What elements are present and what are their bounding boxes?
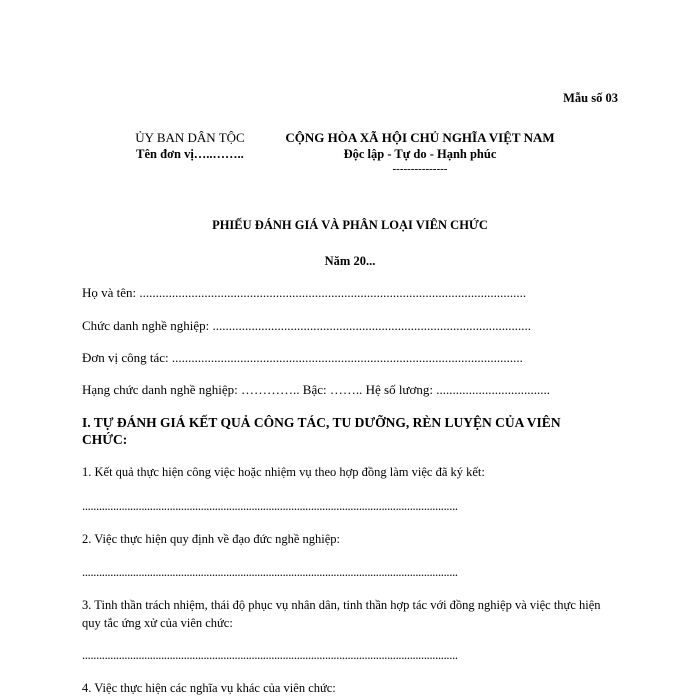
field-professional-title: Chức danh nghề nghiệp: ..................................................................................................	[82, 318, 532, 333]
question-3: 3. Tinh thần trách nhiệm, thái độ phục vụ nhân dân, tinh thần hợp tác với đồng nghiệp và việc thực hiện quy tắc ứng xử của viên chức:	[82, 598, 601, 630]
section-1-title: I. TỰ ĐÁNH GIÁ KẾT QUẢ CÔNG TÁC, TU DƯỠNG, RÈN LUYỆN CỦA VIÊN CHỨC:	[82, 415, 561, 447]
nation-name: CỘNG HÒA XÃ HỘI CHỦ NGHĨA VIỆT NAM	[285, 130, 555, 145]
field-full-name: Họ và tên: .......................................................................................................................	[82, 285, 527, 300]
national-motto: Độc lập - Tự do - Hạnh phúc	[343, 147, 497, 161]
form-number: Mẫu số 03	[563, 91, 618, 105]
right-header	[270, 129, 570, 176]
answer-line-1: .....................................................................................................................................	[82, 499, 458, 513]
question-4: 4. Việc thực hiện các nghĩa vụ khác của viên chức:	[82, 681, 336, 695]
document-title: PHIẾU ĐÁNH GIÁ VÀ PHÂN LOẠI VIÊN CHỨC	[212, 218, 488, 232]
question-2: 2. Việc thực hiện quy định về đạo đức nghề nghiệp:	[82, 532, 340, 546]
field-work-unit: Đơn vị công tác: ............................................................................................................	[82, 350, 523, 365]
left-header	[100, 129, 280, 163]
motto-rule: ---------------	[392, 163, 448, 175]
agency-name: ỦY BAN DÂN TỘC	[135, 130, 245, 145]
question-1: 1. Kết quả thực hiện công việc hoặc nhiệm vụ theo hợp đồng làm việc đã ký kết:	[82, 465, 485, 479]
document-year: Năm 20...	[324, 254, 376, 268]
answer-line-3: .....................................................................................................................................	[82, 648, 458, 662]
unit-name: Tên đơn vị…..……..	[136, 147, 244, 161]
answer-line-2: .....................................................................................................................................	[82, 565, 458, 579]
field-rank-grade-salary: Hạng chức danh nghề nghiệp: ………….. Bậc: …….. Hệ số lương: ...................................	[82, 382, 550, 397]
